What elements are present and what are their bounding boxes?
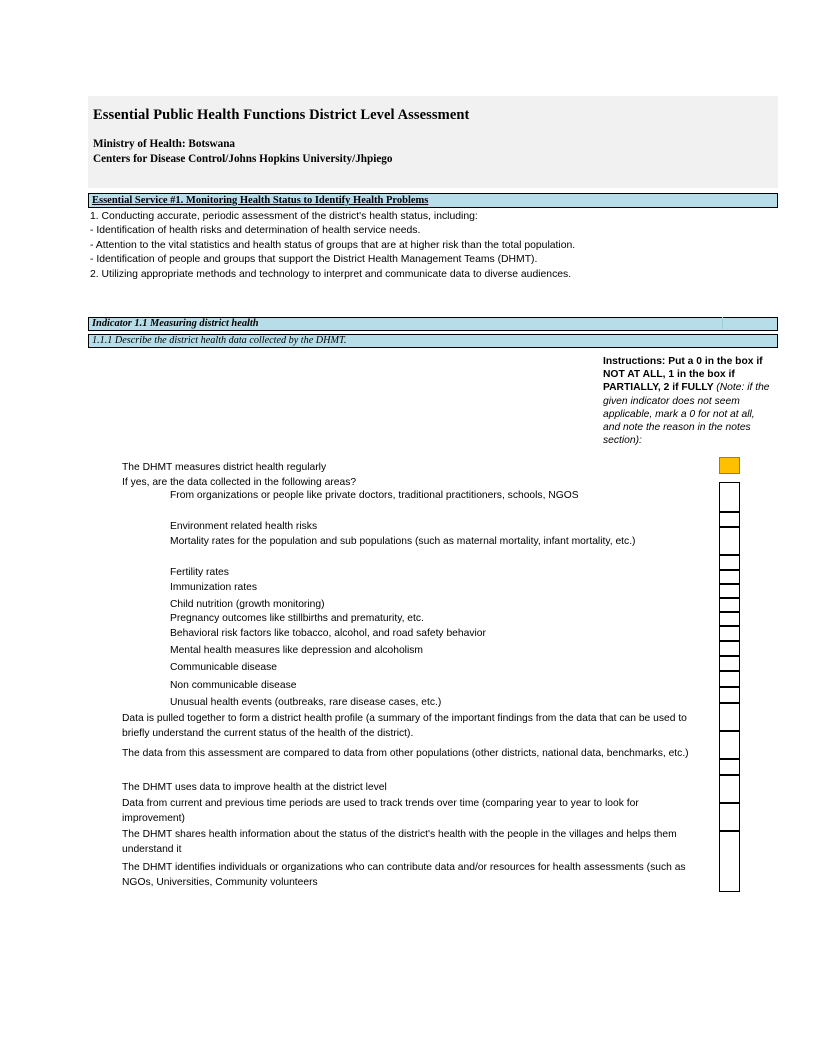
question-text: The DHMT measures district health regularly bbox=[122, 462, 327, 473]
question-text: Immunization rates bbox=[170, 582, 257, 593]
essential-service-line: - Attention to the vital statistics and health status of groups that are at higher risk than the total population. bbox=[90, 239, 576, 251]
question-text: Mortality rates for the population and sub populations (such as maternal mortality, infant mortality, etc.) bbox=[170, 536, 636, 547]
page-title: Essential Public Health Functions District Level Assessment bbox=[93, 107, 470, 123]
score-input-box[interactable] bbox=[719, 759, 740, 775]
essential-service-description bbox=[90, 210, 780, 282]
question-text: Pregnancy outcomes like stillbirths and prematurity, etc. bbox=[170, 613, 424, 624]
score-input-box[interactable] bbox=[719, 803, 740, 831]
cell-divider bbox=[722, 317, 723, 329]
question-text: Data is pulled together to form a district health profile (a summary of the important findings from the data that can be used to briefly understand the current status of the health of the district). bbox=[122, 713, 687, 740]
question-text: Non communicable disease bbox=[170, 680, 297, 691]
score-input-box[interactable] bbox=[719, 703, 740, 731]
score-input-box[interactable] bbox=[719, 671, 740, 687]
instructions-panel bbox=[603, 355, 771, 447]
score-input-box[interactable] bbox=[719, 457, 740, 474]
essential-service-line: - Identification of people and groups that support the District Health Management Teams (DHMT). bbox=[90, 254, 538, 266]
question-text: Mental health measures like depression and alcoholism bbox=[170, 645, 423, 656]
instructions-italic-note: (Note: if the given indicator does not seem applicable, mark a 0 for not at all, and note the reason in the notes section): bbox=[603, 382, 770, 447]
question-text: If yes, are the data collected in the following areas? bbox=[122, 477, 357, 488]
question-text: Behavioral risk factors like tobacco, alcohol, and road safety behavior bbox=[170, 628, 486, 639]
score-input-box[interactable] bbox=[719, 512, 740, 527]
question-text: Communicable disease bbox=[170, 662, 278, 673]
question-text: The DHMT shares health information about the status of the district's health with the people in the villages and helps them understand it bbox=[122, 829, 677, 856]
question-text: The DHMT uses data to improve health at the district level bbox=[122, 782, 387, 793]
score-input-box[interactable] bbox=[719, 527, 740, 555]
question-text: Environment related health risks bbox=[170, 521, 318, 532]
partners-line: Centers for Disease Control/Johns Hopkins University/Jhpiego bbox=[93, 153, 393, 165]
question-text: Data from current and previous time periods are used to track trends over time (comparing year to year to look for improvement) bbox=[122, 798, 639, 825]
essential-service-line: 2. Utilizing appropriate methods and technology to interpret and communicate data to diverse audiences. bbox=[90, 268, 572, 280]
score-input-box[interactable] bbox=[719, 656, 740, 671]
score-input-box[interactable] bbox=[719, 598, 740, 612]
question-text: Unusual health events (outbreaks, rare disease cases, etc.) bbox=[170, 697, 442, 708]
essential-service-line: 1. Conducting accurate, periodic assessment of the district's health status, including: bbox=[90, 211, 478, 222]
score-input-box[interactable] bbox=[719, 570, 740, 584]
indicator-title-bar bbox=[88, 317, 778, 331]
question-text: Fertility rates bbox=[170, 567, 229, 578]
score-input-box[interactable] bbox=[719, 687, 740, 703]
score-input-box[interactable] bbox=[719, 555, 740, 570]
score-input-box[interactable] bbox=[719, 612, 740, 626]
essential-service-line: - Identification of health risks and determination of health service needs. bbox=[90, 225, 421, 237]
document-header-block bbox=[88, 96, 778, 188]
ministry-line: Ministry of Health: Botswana bbox=[93, 138, 236, 150]
question-text: Child nutrition (growth monitoring) bbox=[170, 599, 325, 610]
question-text: From organizations or people like private doctors, traditional practitioners, schools, NGOS bbox=[170, 490, 579, 501]
question-text: The data from this assessment are compared to data from other populations (other districts, national data, benchmarks, etc.) bbox=[122, 748, 689, 759]
essential-service-title: Essential Service #1. Monitoring Health Status to Identify Health Problems bbox=[92, 195, 429, 206]
indicator-subtitle: 1.1.1 Describe the district health data collected by the DHMT. bbox=[92, 335, 347, 346]
instructions-bold-text: Instructions: Put a 0 in the box if NOT AT ALL, 1 in the box if PARTIALLY, 2 if FULLY bbox=[603, 356, 763, 394]
indicator-subtitle-bar bbox=[88, 334, 778, 348]
score-input-box[interactable] bbox=[719, 831, 740, 892]
score-input-box[interactable] bbox=[719, 626, 740, 641]
question-text: The DHMT identifies individuals or organizations who can contribute data and/or resources for health assessments (such as NGOs, Universities, Community volunteers bbox=[122, 862, 686, 889]
score-input-box[interactable] bbox=[719, 584, 740, 598]
indicator-title: Indicator 1.1 Measuring district health bbox=[92, 318, 259, 329]
score-input-box[interactable] bbox=[719, 731, 740, 759]
score-input-box[interactable] bbox=[719, 775, 740, 803]
essential-service-header-bar bbox=[88, 193, 778, 208]
score-input-box[interactable] bbox=[719, 482, 740, 512]
score-input-box[interactable] bbox=[719, 641, 740, 656]
